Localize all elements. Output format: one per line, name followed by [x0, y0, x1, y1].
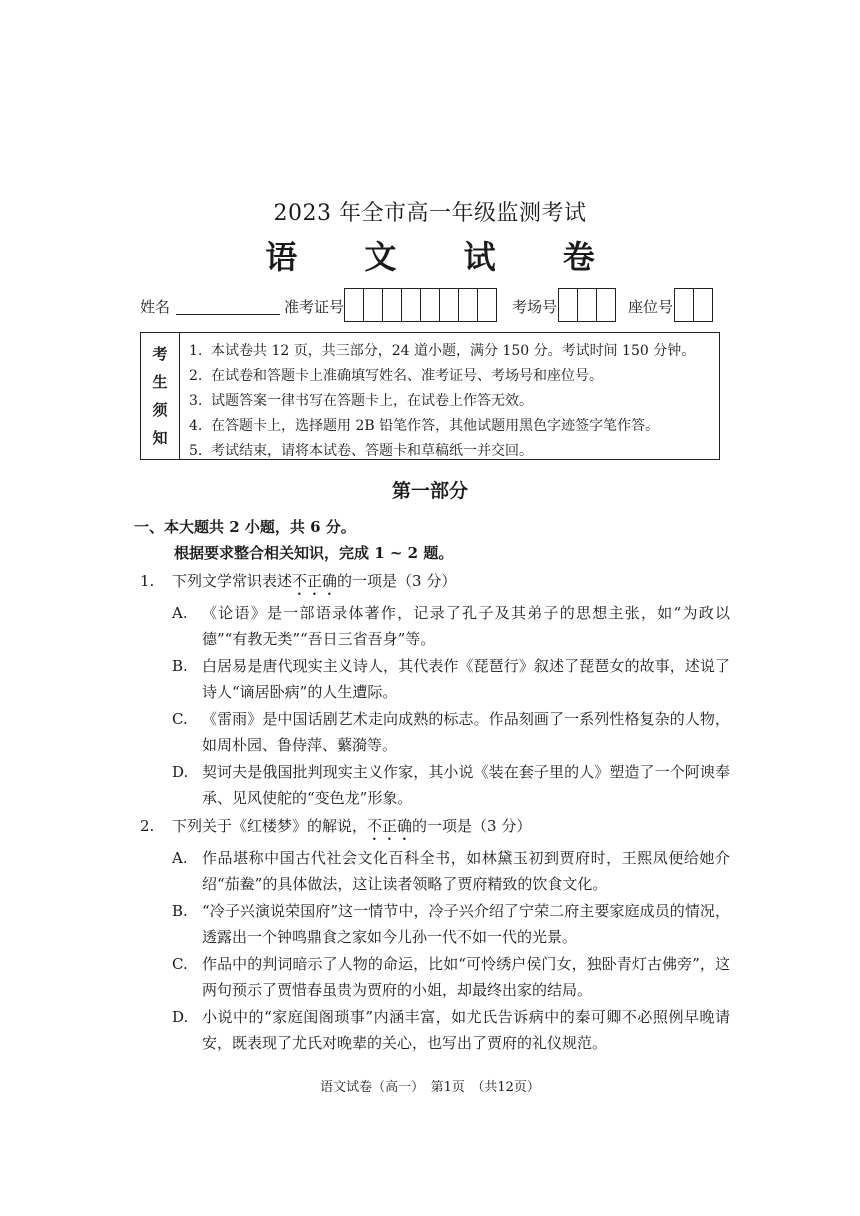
option-letter: A. — [172, 849, 188, 867]
exam-id-box[interactable] — [420, 288, 440, 322]
option-text: “冷子兴演说荣国府”这一情节中，冷子兴介绍了宁荣二府主要家庭成员的情况，透露出一个钟鸣鼎食之家如今儿孙一代不如一代的光景。 — [202, 902, 730, 946]
exam-id-boxes[interactable] — [344, 288, 496, 322]
seat-label: 座位号 — [628, 298, 674, 316]
notice-item-text: 本试卷共 12 页，共三部分，24 道小题，满分 150 分。考试时间 150 分钟。 — [211, 343, 696, 359]
exam-id-label: 准考证号 — [284, 298, 345, 316]
option-letter: A. — [172, 604, 188, 622]
notice-item-text: 试题答案一律书写在答题卡上，在试卷上作答无效。 — [211, 393, 533, 409]
section-heading: 一、本大题共 2 小题，共 6 分。 — [134, 518, 356, 536]
question-number: 1. — [140, 572, 155, 590]
option-d — [140, 759, 730, 811]
question-2 — [140, 813, 730, 1056]
exam-id-box[interactable] — [344, 288, 364, 322]
notice-item-text: 考试结束，请将本试卷、答题卡和草稿纸一并交回。 — [211, 443, 533, 459]
notice-item: 5. 考试结束，请将本试卷、答题卡和草稿纸一并交回。 — [189, 443, 533, 459]
candidate-info-row — [140, 288, 720, 322]
notice-item: 1. 本试卷共 12 页，共三部分，24 道小题，满分 150 分。考试时间 150 分钟。 — [189, 343, 696, 359]
option-text: 白居易是唐代现实主义诗人，其代表作《琵琶行》叙述了琵琶女的故事，述说了诗人“谪居卧病”的人生遭际。 — [202, 657, 730, 701]
option-text: 作品堪称中国古代社会文化百科全书，如林黛玉初到贾府时，王熙凤便给她介绍“茄鲞”的具体做法，这让读者领略了贾府精致的饮食文化。 — [202, 849, 730, 893]
room-box[interactable] — [558, 288, 578, 322]
exam-id-box[interactable] — [401, 288, 421, 322]
option-a — [140, 845, 730, 897]
notice-item: 3. 试题答案一律书写在答题卡上，在试卷上作答无效。 — [189, 393, 533, 409]
option-letter: D. — [172, 763, 189, 781]
question-stem — [140, 813, 730, 844]
stem-emphasis: 不正确 — [367, 817, 413, 835]
notice-heading — [141, 333, 180, 459]
option-letter: C. — [172, 955, 188, 973]
notice-heading-char: 考 — [152, 345, 168, 363]
candidate-notice — [140, 332, 720, 460]
option-d — [140, 1004, 730, 1056]
question-1 — [140, 568, 730, 811]
option-text: 契诃夫是俄国批判现实主义作家，其小说《装在套子里的人》塑造了一个阿谀奉承、见风使舵的“变色龙”形象。 — [202, 763, 730, 807]
notice-item-text: 在试卷和答题卡上准确填写姓名、准考证号、考场号和座位号。 — [211, 368, 603, 384]
room-box[interactable] — [577, 288, 597, 322]
exam-id-box[interactable] — [439, 288, 459, 322]
option-text: 《雷雨》是中国话剧艺术走向成熟的标志。作品刻画了一系列性格复杂的人物，如周朴园、鲁侍萍、蘩漪等。 — [202, 710, 730, 754]
option-letter: B. — [172, 657, 188, 675]
option-c — [140, 951, 730, 1003]
exam-id-box[interactable] — [363, 288, 383, 322]
notice-item: 2. 在试卷和答题卡上准确填写姓名、准考证号、考场号和座位号。 — [189, 368, 603, 384]
option-text: 小说中的“家庭闺阁琐事”内涵丰富，如尤氏告诉病中的秦可卿不必照例早晚请安，既表现了尤氏对晚辈的关心，也写出了贾府的礼仪规范。 — [202, 1008, 730, 1052]
notice-heading-char: 生 — [152, 373, 168, 391]
notice-item-text: 在答题卡上，选择题用 2B 铅笔作答，其他试题用黑色字迹签字笔作答。 — [211, 418, 660, 434]
stem-text: 的一项是（3 分） — [337, 572, 457, 590]
notice-list — [189, 339, 717, 464]
stem-text: 的一项是（3 分） — [412, 817, 532, 835]
room-boxes[interactable] — [558, 288, 615, 322]
option-c — [140, 706, 730, 758]
notice-item: 4. 在答题卡上，选择题用 2B 铅笔作答，其他试题用黑色字迹签字笔作答。 — [189, 418, 660, 434]
stem-emphasis: 不正确 — [292, 572, 338, 590]
stem-text: 下列关于《红楼梦》的解说， — [172, 817, 368, 835]
section-subheading: 根据要求整合相关知识，完成 1 ~ 2 题。 — [174, 544, 454, 562]
exam-id-box[interactable] — [458, 288, 478, 322]
notice-heading-char: 知 — [152, 429, 168, 447]
room-label: 考场号 — [512, 298, 558, 316]
exam-title: 2023 年全市高一年级监测考试 — [273, 201, 587, 226]
option-letter: D. — [172, 1008, 189, 1026]
option-text: 作品中的判词暗示了人物的命运，比如“可怜绣户侯门女，独卧青灯古佛旁”，这两句预示了贾惜春虽贵为贾府的小姐，却最终出家的结局。 — [202, 955, 730, 999]
page-footer: 语文试卷（高一） 第1页 （共12页） — [320, 1080, 540, 1095]
option-letter: C. — [172, 710, 188, 728]
name-label: 姓名 — [140, 298, 171, 316]
room-box[interactable] — [596, 288, 616, 322]
question-stem — [140, 568, 730, 599]
option-a — [140, 600, 730, 652]
subject-title: 语 文 试 卷 — [265, 238, 623, 276]
option-b — [140, 653, 730, 705]
stem-text: 下列文学常识表述 — [172, 572, 293, 590]
notice-heading-char: 须 — [152, 401, 168, 419]
option-letter: B. — [172, 902, 188, 920]
exam-id-box[interactable] — [382, 288, 402, 322]
seat-box[interactable] — [693, 288, 713, 322]
seat-boxes[interactable] — [674, 288, 712, 322]
option-text: 《论语》是一部语录体著作，记录了孔子及其弟子的思想主张，如“为政以德”“有教无类”“吾日三省吾身”等。 — [202, 604, 730, 648]
exam-id-box[interactable] — [477, 288, 497, 322]
seat-box[interactable] — [674, 288, 694, 322]
questions-section — [134, 514, 730, 1056]
question-number: 2. — [140, 817, 155, 835]
name-field[interactable] — [176, 314, 280, 315]
part-title: 第一部分 — [391, 480, 468, 502]
option-b — [140, 898, 730, 950]
